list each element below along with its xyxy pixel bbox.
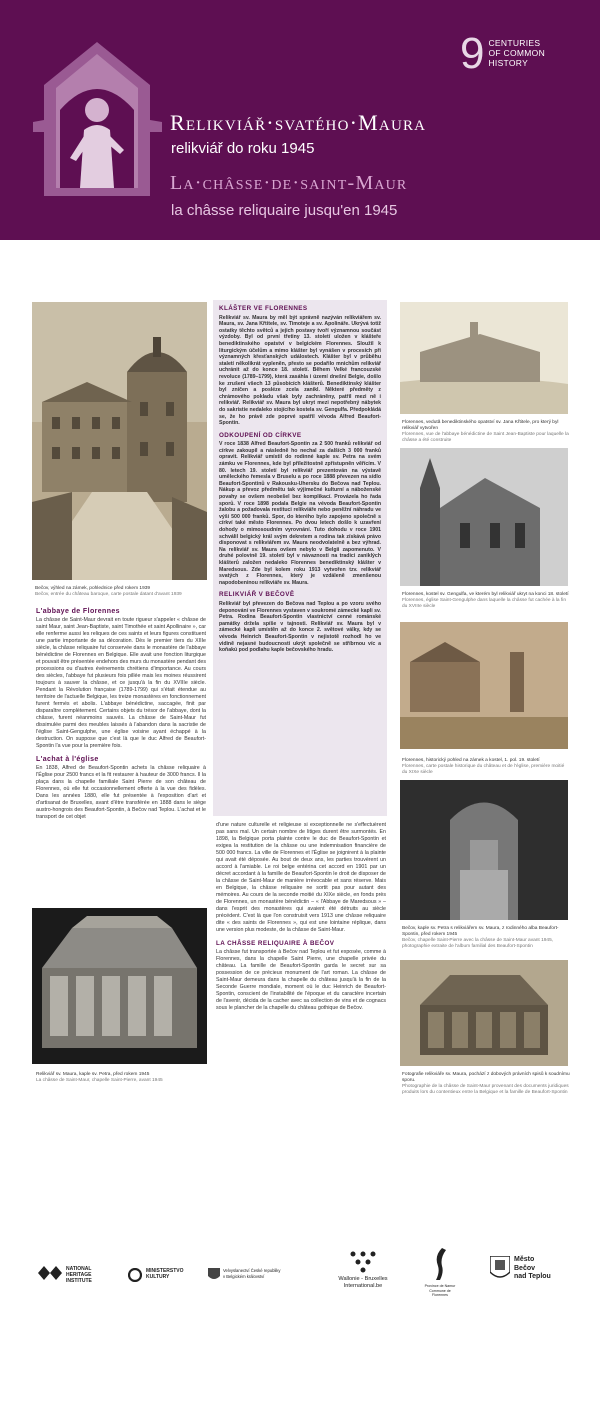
section-text: En 1838, Alfred de Beaufort-Spontin achets la châsse reliquaire à l'Église pour 2500 francs et la fit restaurer à hauteur de 3000 francs. Il la plaça dans la chapelle familiale Saint Pierre de son château de Florennes, où elle fut occasionnellement offerte à la vue des fidèles. Dans les années 1880, elle fut présentée à l'exposition d'art et d'artisanat de Bruxelles, avant d'être transférée en 1888 dans le siège austro-hongrois des Beaufort-Spontin, à Bečov nad Teplou. L'achat et le transport de cet objet (36, 765, 206, 820)
castle-photo-caption (35, 586, 210, 598)
header-banner (0, 0, 600, 240)
chateau-postcard (400, 622, 568, 749)
abbey-caption (402, 420, 570, 444)
wb-dots-icon (349, 1250, 377, 1274)
caption-cz: Fotografie relikviáře sv. Maura, pochází z dobových právních spisů k soudnímu sporu. (402, 1072, 570, 1083)
logo-text: NATIONAL (66, 1266, 92, 1272)
caption-cz: Florennes, kostel sv. Gengulfa, ve kterém byl relikviář ukryt na konci 18. století (402, 592, 569, 597)
centuries-line: OF COMMON (488, 48, 546, 58)
section-heading: L'achat à l'église (36, 756, 99, 763)
caption-cz: Bečov, výhled na zámek, pohlednice před rokem 1939 (35, 586, 151, 591)
logo-text: Province de Namur (424, 1284, 456, 1288)
section-heading: ODKOUPENÍ OD CÍRKVE (219, 431, 302, 439)
title-cz: Relikviář·svatého·Maura (170, 110, 427, 135)
caption-fr: Florennes, église Saint-Gengulphe dans laquelle la châsse fut cachée à la fin du XVIIIe siècle (402, 598, 566, 609)
subtitle-cz: relikviář do roku 1945 (171, 140, 315, 157)
logo-national-heritage-institute (38, 1266, 92, 1284)
reliquary-legal-caption (402, 1072, 570, 1096)
logo-text: nad Teplou (514, 1273, 551, 1280)
reliquary-legal-photo (400, 960, 568, 1066)
subtitle-fr: la châsse reliquaire jusqu'en 1945 (171, 202, 398, 219)
coat-of-arms-icon (208, 1268, 220, 1282)
becov-crest-icon (490, 1256, 510, 1282)
caption-fr: Florennes, carte postale historique du château et de l'église, première moitié du XIXe siècle (402, 764, 565, 775)
logo-text: Velvyslanectví České republiky (223, 1268, 281, 1273)
nhi-icon (38, 1266, 62, 1280)
chapel-caption (402, 926, 570, 950)
caption-fr: Florennes, vue de l'abbaye bénédictine de Saint Jean-Baptiste pour laquelle la châsse a été construite (402, 432, 569, 443)
castle-photo (32, 302, 207, 580)
centuries-number: 9 (460, 29, 485, 78)
abbey-engraving (400, 302, 568, 414)
section-text: La châsse de Saint-Maur devrait en toute rigueur s'appeler « châsse de saint Maur, saint Jean-Baptiste, saint Timothée et saint Apollinaire », car elle renferme aussi les reliques de ces saints et leurs figures constituent une partie importante de sa décoration. Dès le premier tiers du XIIIe siècle, la châsse reliquaire fut conservée dans le monastère de l'abbaye bénédictine de Florennes en Belgique. Elle avait une fonction liturgique et pouvait être présentée endehors des murs du monastère pendant des processions ou d'autres événements chrétiens d'importance. Au cours des siècles, l'abbaye fut plusieurs fois pillée mais les moines réussirent toujours à sauver la châsse, et ce jusqu'à la fin du XVIIIe siècle. Pendant la Révolution française (1789-1799) qui s'était étendue au territoire de l'actuelle Belgique, les treize monastères en fonctionnement furent fermés et abolis. L'abbaye bénédictine, saccagée, finit par disparaître complètement. Certains objets du trésor de l'abbaye, dont la châsse, furent néanmoins sauvés. La châsse de Saint-Maur fut dissimulée parmi des meubles laissés à l'abandon dans la sacristie de l'église Saint-Gengulphe, une église voisine ayant échappé à la destruction. On suppose que c'est là que le duc Alfred de Beaufort-Spontin l'a vue pour la première fois. (36, 617, 206, 749)
chapel-photo (400, 780, 568, 920)
logo-text: HERITAGE (66, 1272, 92, 1278)
section-text: d'une nature culturelle et religieuse si exceptionnelle ne s'effectuèrent pas sans mal. Un certain nombre de litiges durent être surmontés. En 1898, la Belgique porta plainte contre le duc de Beaufort-Spontin et exigea la restitution de la châsse ou une indemnisation financière de 500 000 francs. La ville de Florennes et l'Église se joignirent à la plainte qui avait été déposée. Au bout de deux ans, les parties trouvèrent un accord à l'amiable. Le roi belge entérina cet accord en 1901 par un décret accordant à la famille de Beaufort-Spontin le droit de disposer de la châsse de Saint-Maur de manière irrévocable et sans réserve. Mais en Belgique, la châsse reliquaire ne sortit pas pour autant des mémoires. Au cours de la seconde moitié du XIXe siècle, en fonds près de Florennes, un monastère bénédictin – « l'Abbaye de Maredsous » – dans l'esprit des monastères qui avaient été détruits au siècle précédent. C'est là que l'on construisit vers 1913 une châsse reliquaire dite « des saints de Florennes », qui est une lointaine réplique, dans une version plus modeste, de la châsse de Saint-Maur. (216, 822, 386, 933)
caption-cz: Florennes, historický pohled na zámek a kostel, 1. pol. 19. století (402, 758, 540, 763)
section-text: Relikviář byl převezen do Bečova nad Teplou a po vzoru svého deponování ve Florennes vystaven v soukromé zámecké kapli sv. Petra. Rodina Beaufort-Spontin vlastnictví cenné románské památky držela spíše v tajnosti. Relikviář sv. Maura byl v zámecké kapli umístěn až do konce 2. světové války, kdy se vévoda Heinrich Beaufort-Spontin v nejistotě rozhodl ho ve vidině nejasné budoucnosti ukrýt společně se stříbrnou víc a koňakú pod podlahu kaple bečovského hradu. (219, 600, 381, 654)
czech-text-panel (213, 300, 387, 816)
church-photo (400, 448, 568, 586)
centuries-logo (460, 29, 546, 78)
logo-text: International.be (343, 1283, 383, 1289)
logo-text: INSTITUTE (66, 1278, 92, 1284)
logo-text: Město (514, 1256, 535, 1263)
caption-cz: Florennes, vedută benediktinského opatství sv. Jana Křtitele, pro který byl relikviář vytvořen (402, 420, 559, 431)
florennes-icon (432, 1246, 448, 1282)
logo-text: Wallonie - Bruxelles (338, 1276, 388, 1282)
shrine-photo-caption (36, 1072, 211, 1084)
caption-fr: La châsse de Saint-Maur, chapelle Saint-Pierre, avant 1945 (36, 1078, 163, 1083)
section-heading: L'abbaye de Florennes (36, 608, 120, 615)
section-heading: LA CHÂSSE RELIQUAIRE À BEČOV (216, 940, 335, 947)
caption-fr: Bečov, chapelle Saint-Pierre avec la châsse de Saint-Maur avant 1945, photographie extraite de l'album familial des Beaufort-Spontin (402, 938, 554, 949)
logo-mesto-becov (490, 1256, 551, 1282)
section-text: Relikviář sv. Maura by měl být správně nazýván relikviářem sv. Maura, sv. Jana Křtitele, sv. Timoteje a sv. Apolináře. Ukrývá totiž ostatky těchto světců a jejich postavy tvoří významnou součást výzdoby. Byl od první třetiny 13. století uložen v klášteře benediktinského opatství v belgickém Florennes. Sloužil k liturgickým účelům a mimo klášter byl vynášen v procesích při významných křesťanských událostech. Klášter byl v průběhu staletí několikrát vypleněn, přesto se podařilo mnichům relikviář uchránit až do konce 18. století. Během Velké francouzské revoluce (1789–1799), která zasáhla i území dnešní Belgie, došlo ke zrušení všech 13 působících klášterů. Benediktinský klášter byl zničen a posléze zcela zanikl. Některé předměty z chrámového pokladu však byly zachráněny, patřil mezi ně i relikviář. Relikviář sv. Maura byl ukryt mezi nepotřebný nábytek do sakristie nedaleko stojícího kostela sv. Gengulfa. Předpokládá se, že ho právě zde poprvé spatřil vévoda Alfred Beaufort-Spontin. (219, 314, 381, 427)
saint-arch-emblem (30, 40, 165, 198)
centuries-line: HISTORY (488, 58, 529, 68)
section-heading: RELIKVIÁŘ V BEČOVĚ (219, 591, 295, 599)
section-text: La châsse fut transportée à Bečov nad Teplou et fut exposée, comme à Florennes, dans la chapelle Saint Pierre, une chapelle privée du château. La famille de Beaufort-Spontin garda le secret sur sa possession de ce précieux monument de l'art roman. La châsse de Saint-Maur demeura dans la chapelle du château jusqu'à la fin de la Seconde Guerre mondiale, moment où le duc Heinrich de Beaufort-Spontin, conscient de l'instabilité de l'époque et du caractère incertain de l'avenir, décida de la cacher avec sa collection de vins et de cognacs sous le plancher de la chapelle du château gothique de Bečov. (216, 949, 386, 1011)
logo-ministerstvo-kultury (128, 1268, 184, 1280)
logo-text: v Belgickém království (223, 1274, 265, 1279)
partner-logos (0, 1238, 600, 1308)
logo-text: Bečov (514, 1264, 536, 1272)
centuries-line: CENTURIES (488, 38, 541, 48)
caption-fr: Bečov, entrée du château baroque, carte postale datant d'avant 1939 (35, 592, 182, 597)
logo-text: KULTURY (146, 1274, 170, 1280)
middle-text-column-fr (216, 822, 386, 1012)
logo-text: Commune de Florennes (429, 1288, 451, 1297)
caption-fr: Photographie de la châsse de Saint-Maur provenant des documents juridiques produits lors du contentieux entre la Belgique et la famille de Beaufort-Spontin (402, 1084, 569, 1095)
church-caption (402, 592, 570, 610)
centuries-text (488, 34, 545, 68)
logo-text: MINISTERSTVO (146, 1268, 184, 1274)
section-text: V roce 1838 Alfred Beaufort-Spontin za 2 500 franků relikviář od církve zakoupil a následně ho nechal za dalších 3 000 franků opravit. Relikviář umístil do rodinné kaple sv. Petra na svém zámku ve Florennes, kde byl příležitostně zpřístupněn věřícím. V 80. letech 19. století byl relikviář prezentován na výstavě uměleckého řemesla v Bruselu a po roce 1888 převezen na sídlo Beaufort-Spontinů v Rakousku-Uhersku do Bečova nad Teplou. Nákup a převoz předmětu tak výjimečné kulturní a náboženské povahy se ovšem neobešel bez komplikací. Provázela ho řada sporů. V roce 1898 podala Belgie na vévoda Beaufort-Spontin žalobu a požadovala restituci relikviáře nebo peněžní náhradu ve výši 500 000 franků. Spor, do kterého bylo zapojeno společně s církví také město Florennes. Po dvou letech došlo k uzavření dohody o mimosoudním vyrovnání. Tuto dohodu v roce 1901 schválil belgický král svým dekretem a rodina tak získává právo disponovat s relikviářem sv. Maura neodvolatelně a bez výhrad. Na relikviář sv. Maura ovšem nebylo v Belgii zapomenuto. V druhé polovině 19. století byl v návaznosti na tradici zaniklých klášterů založen nedaleko Florennes benediktinský klášter v Maredsous. Zde byl kolem roku 1913 vytvořen tzv. relikviář svatých z Florennes, který je vzdáleně zmenšenou napodobeninou relikviáře sv. Maura. (219, 441, 381, 586)
shrine-photo (32, 908, 207, 1064)
caption-cz: Relikviář sv. Maura, kaple sv. Petra, před rokem 1945 (36, 1072, 150, 1077)
logo-czech-embassy (208, 1268, 281, 1280)
left-text-column (36, 602, 206, 821)
title-fr: La·châsse·de·saint-Maur (170, 172, 408, 194)
chateau-caption (402, 758, 570, 776)
logo-wallonie-bruxelles (328, 1250, 398, 1290)
ministry-icon (128, 1268, 142, 1282)
section-heading: KLÁŠTER VE FLORENNES (219, 305, 308, 312)
logo-florennes (424, 1246, 456, 1298)
caption-cz: Bečov, kaple sv. Petra s relikviářem sv. Maura, z rodinného alba Beaufort-Spontin, před rokem 1945 (402, 926, 559, 937)
